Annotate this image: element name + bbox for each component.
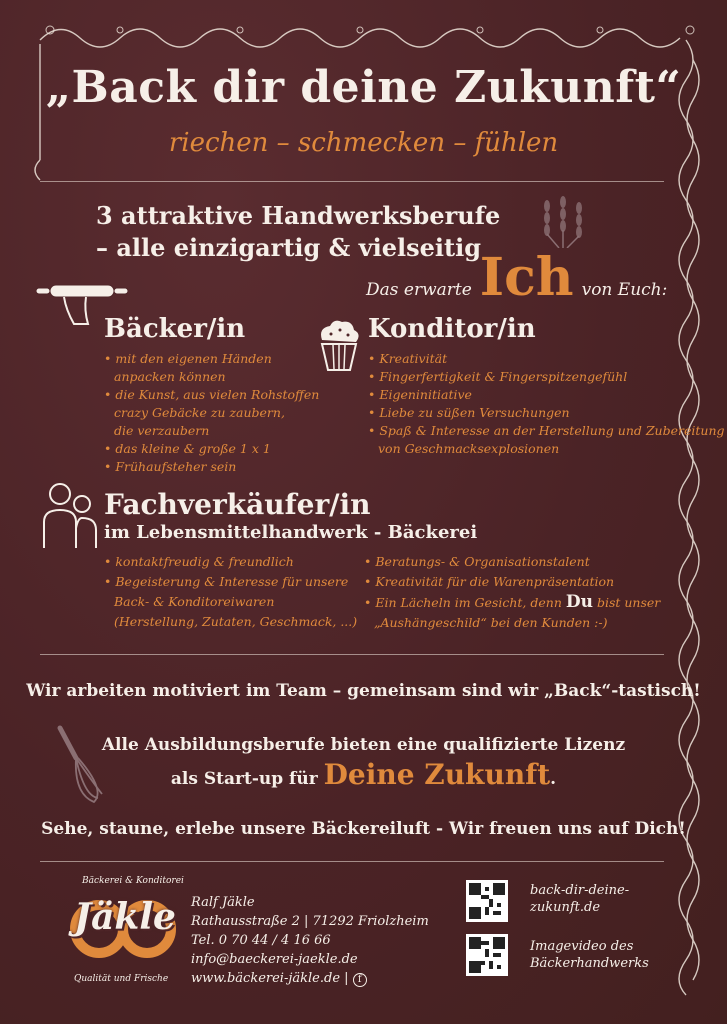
list-item: • Kreativität [368, 350, 725, 368]
list-item: • Beratungs- & Organisationstalent [364, 552, 660, 572]
baecker-bullets [104, 350, 319, 476]
konditor-title: Konditor/in [368, 314, 536, 344]
list-item: von Geschmacksexplosionen [378, 441, 560, 456]
facebook-icon[interactable]: f [353, 973, 367, 987]
divider-top [40, 181, 664, 182]
contact-email[interactable]: info@baeckerei-jaekle.de [191, 952, 358, 967]
expect-after: von Euch: [581, 280, 668, 300]
qr-label-website-2: zukunft.de [530, 900, 601, 915]
qr-code-website[interactable] [466, 880, 508, 922]
lizenz-line-1: Alle Ausbildungsberufe bieten eine qualifizierte Lizenz [101, 735, 626, 755]
list-item: • mit den eigenen Händen [104, 350, 319, 368]
subline: riechen – schmecken – fühlen [168, 128, 559, 158]
expect-before: Das erwarte [366, 280, 472, 300]
contact-web-line [191, 969, 429, 988]
contact-street: Rathausstraße 2 | 71292 Friolzheim [191, 914, 429, 929]
team-statement: Wir arbeiten motiviert im Team – gemeinsam sind wir „Back“-tastisch! [26, 681, 701, 701]
list-item: Back- & Konditoreiwaren [114, 594, 275, 609]
lizenz-startup: als Start-up für [170, 769, 318, 789]
baecker-title: Bäcker/in [104, 314, 246, 344]
list-item: anpacken können [114, 369, 226, 384]
list-item: • das kleine & große 1 x 1 [104, 440, 319, 458]
list-item: • Kreativität für die Warenpräsentation [364, 572, 660, 592]
list-item: • Liebe zu süßen Versuchungen [368, 404, 725, 422]
list-item [364, 592, 660, 613]
list-item: • Spaß & Interesse an der Herstellung und Zubereitung [368, 422, 725, 440]
cupcake-icon [316, 318, 362, 372]
logo-tagline: Qualität und Frische [74, 974, 169, 984]
list-item: • die Kunst, aus vielen Rohstoffen [104, 386, 319, 404]
people-icon [40, 478, 98, 552]
lizenz-line-2 [0, 760, 727, 794]
list-item: • kontaktfreudig & freundlich [104, 552, 357, 572]
headline: „Back dir deine Zukunft“ [45, 62, 682, 113]
closing-statement: Sehe, staune, erlebe unsere Bäckereiluft - Wir freuen uns auf Dich! [41, 819, 686, 839]
list-item: crazy Gebäcke zu zaubern, [114, 405, 285, 420]
smile-text: Ein Lächeln im Gesicht, denn [375, 595, 562, 610]
deine-zukunft: Deine Zukunft [323, 758, 551, 791]
wheat-icon [533, 196, 595, 248]
list-item: • Begeisterung & Interesse für unsere [104, 572, 357, 592]
intro-text [96, 200, 500, 264]
fach-bullets-right [364, 552, 660, 633]
list-item: „Aushängeschild“ bei den Kunden :-) [374, 615, 608, 630]
list-item: (Herstellung, Zutaten, Geschmack, ...) [114, 614, 358, 629]
qr-label-website-1: back-dir-deine- [530, 883, 630, 898]
intro-line-2: – alle einzigartig & vielseitig [96, 233, 482, 262]
qr-label-video-1: Imagevideo des [530, 939, 634, 954]
list-item: • Eigeninitiative [368, 386, 725, 404]
divider-bottom [40, 861, 664, 862]
contact-name: Ralf Jäkle [191, 895, 255, 910]
list-item: • Fingerfertigkeit & Fingerspitzengefühl [368, 368, 725, 386]
logo-top-text: Bäckerei & Konditorei [82, 876, 184, 886]
jaekle-logo [62, 870, 188, 996]
fach-title: Fachverkäufer/in [104, 488, 371, 521]
lizenz-block [0, 730, 727, 794]
intro-line-1: 3 attraktive Handwerksberufe [96, 201, 501, 230]
smile-text-end: bist unser [596, 595, 661, 610]
divider-middle [40, 654, 664, 655]
konditor-bullets [368, 350, 725, 458]
expect-line [366, 247, 668, 308]
list-item: • Frühaufsteher sein [104, 458, 319, 476]
qr-label-website [530, 882, 629, 916]
contact-phone[interactable]: Tel. 0 70 44 / 4 16 66 [191, 933, 331, 948]
qr-pattern-icon [469, 937, 505, 973]
qr-code-video[interactable] [466, 934, 508, 976]
logo-name: Jäkle [74, 896, 176, 938]
qr-pattern-icon [469, 883, 505, 919]
du-word: Du [565, 592, 593, 612]
contact-web[interactable]: www.bäckerei-jäkle.de | [191, 971, 349, 986]
list-item: die verzaubern [114, 423, 210, 438]
contact-block [191, 893, 429, 988]
qr-label-video [530, 938, 649, 972]
qr-label-video-2: Bäckerhandwerks [530, 956, 649, 971]
expect-ich: Ich [479, 247, 574, 308]
fach-subtitle: im Lebensmittelhandwerk - Bäckerei [104, 522, 478, 543]
lizenz-period: . [550, 769, 557, 789]
fach-bullets-left [104, 552, 357, 632]
